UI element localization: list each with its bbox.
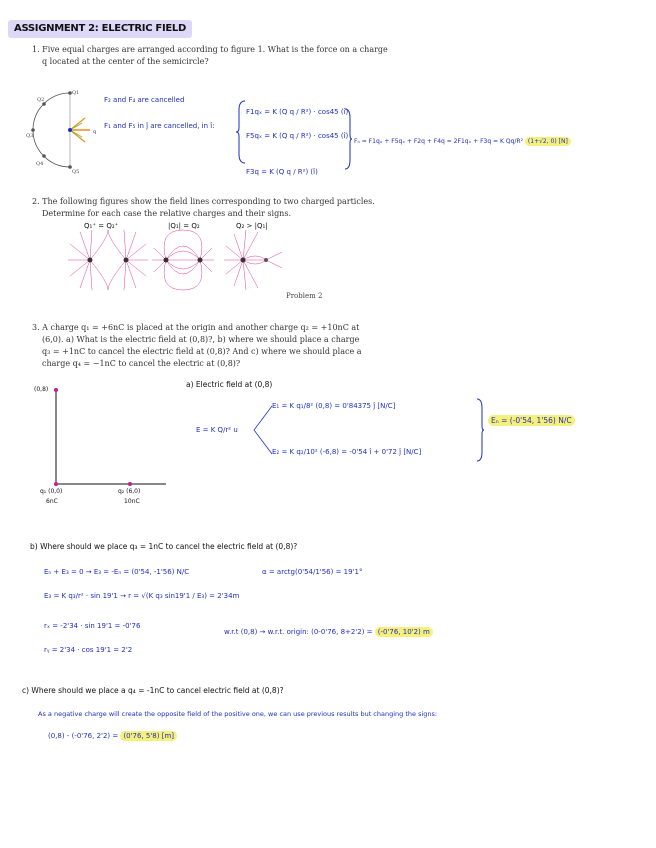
q2-value: 10nC [124,498,140,505]
brace-right [344,108,352,170]
charge-3 [31,128,35,132]
label-q: q [93,129,97,135]
b-wrt [224,628,433,636]
force-arrow-4 [70,130,82,137]
case3-charge-b [264,258,268,262]
problem2-line2: Determine for each case the relative charges and their signs. [42,209,291,218]
problem3-axes [30,382,170,492]
eq-e1: E₁ = K q₁/8² (0,8) = 0'84375 ĵ [N/C] [272,402,396,410]
case1-label: Q₁⁺ = Q₂⁺ [84,222,119,230]
split-lines [254,402,274,458]
part-c-title: c) Where should we place a q₄ = -1nC to cancel electric field at (0,8)? [22,686,284,695]
result-b-value: (-0'76, 10'2) m [375,627,433,637]
c-line2 [48,732,177,740]
b-line3: rₓ = -2'34 · sin 19'1 = -0'76 [44,622,141,630]
e-formula: E = K Q/r² u [196,426,238,434]
problem2-caption: Problem 2 [286,292,323,300]
axis-label-0-8: (0,8) [34,386,49,393]
charge-q2-point [128,482,132,486]
problem3-line2: (6,0). a) What is the electric field at (0,8)?, b) where we should place a charge [42,335,360,344]
problem3-line1: 3. A charge q₁ = +6nC is placed at the origin and another charge q₂ = +10nC at [32,323,360,332]
total-force-eq [354,138,571,145]
problem1-line2: q located at the center of the semicircle? [42,57,209,66]
brace-left [236,100,246,164]
result-c-value: (0'76, 5'8) [m] [120,731,177,741]
c-line1: As a negative charge will create the opposite field of the positive one, we can use previous results but changing the signs: [38,710,438,718]
note-f2-f4: F₂ and F₄ are cancelled [104,96,185,104]
eq-f5qx: F5qₓ = K (Q q / R²) · cos45 (î) [246,132,349,140]
figure-1-semicircle [26,85,110,175]
label-q1: Q1 [72,90,80,96]
q1-label: q₁ (0,0) [40,488,63,495]
case2-charge-b [198,258,203,263]
force-arrow-2 [70,123,82,130]
field-lines-figure [68,230,288,290]
label-q5: Q5 [72,169,80,175]
case3-label: Q₂ > |Q₁| [236,222,268,230]
b-line4: rᵧ = 2'34 · cos 19'1 = 2'2 [44,646,133,654]
case3-charge-a [241,258,246,263]
case1-charge-b [124,258,129,263]
charge-q1-point [54,482,58,486]
label-q4: Q4 [36,161,44,167]
page-title: ASSIGNMENT 2: ELECTRIC FIELD [8,20,192,38]
label-q2: Q2 [37,97,45,103]
charge-q [68,128,72,132]
part-a-title: a) Electric field at (0,8) [186,380,273,389]
problem3-line4: charge q₄ = −1nC to cancel the electric at (0,8)? [42,359,241,368]
problem3-statement [32,322,432,370]
point-0-8 [54,388,58,392]
charge-4 [42,154,46,158]
total-force-expr: Fₙ = F1qₓ + F5qₓ + F2q + F4q = 2F1qₓ + F3q = K Qq/R² [354,138,523,145]
part-b-title: b) Where should we place q₃ = 1nC to cancel the electric field at (0,8)? [30,542,298,551]
case1-charge-a [88,258,93,263]
result-a [488,416,575,425]
case2-label: |Q₁| = Q₂ [168,222,200,230]
q2-label: q₂ (6,0) [118,488,141,495]
problem2-line1: 2. The following figures show the field lines corresponding to two charged particles. [32,197,375,206]
case1-field-lines [68,230,148,290]
c-line2-text: (0,8) - (-0'76, 2'2) = [48,732,119,740]
eq-e2: E₂ = K q₂/10² (-6,8) = -0'54 î + 0'72 ĵ [N/C] [272,448,422,456]
b-line2: E₃ = K q₃/r² · sin 19'1 → r = √(K q₃ sin19'1 / E₃) = 2'34m [44,592,240,600]
eq-f1qx: F1qₓ = K (Q q / R²) · cos45 (î) [246,108,349,116]
total-force-result: (1+√2, 0) [N] [525,137,571,146]
q1-value: 6nC [46,498,58,505]
part-a-brace [476,398,484,462]
result-a-value: Eₙ = (-0'54, 1'56) N/C [488,415,575,426]
problem3-line3: q₃ = +1nC to cancel the electric field at (0,8)? And c) where we should place a [42,347,362,356]
problem1-statement [32,44,432,68]
case2-field-lines [152,230,214,290]
b-angle: α = arctg(0'54/1'56) = 19'1° [262,568,363,576]
b-line1: Eₙ + E₃ = 0 → E₃ = -Eₙ = (0'54, -1'56) N/C [44,568,190,576]
case2-charge-a [164,258,169,263]
problem1-line1: 1. Five equal charges are arranged according to figure 1. What is the force on a charge [32,45,388,54]
case3-field-lines [224,230,282,290]
problem2-statement [32,196,432,220]
semicircle-arc [33,93,70,167]
note-f1-f5: F₁ and F₅ in ĵ are cancelled, in î: [104,122,215,130]
b-wrt-text: w.r.t (0,8) → w.r.t. origin: (0-0'76, 8+2'2) = [224,628,373,636]
eq-f3q: F3q = K (Q q / R²) (î) [246,168,318,176]
label-q3: Q3 [26,133,34,139]
